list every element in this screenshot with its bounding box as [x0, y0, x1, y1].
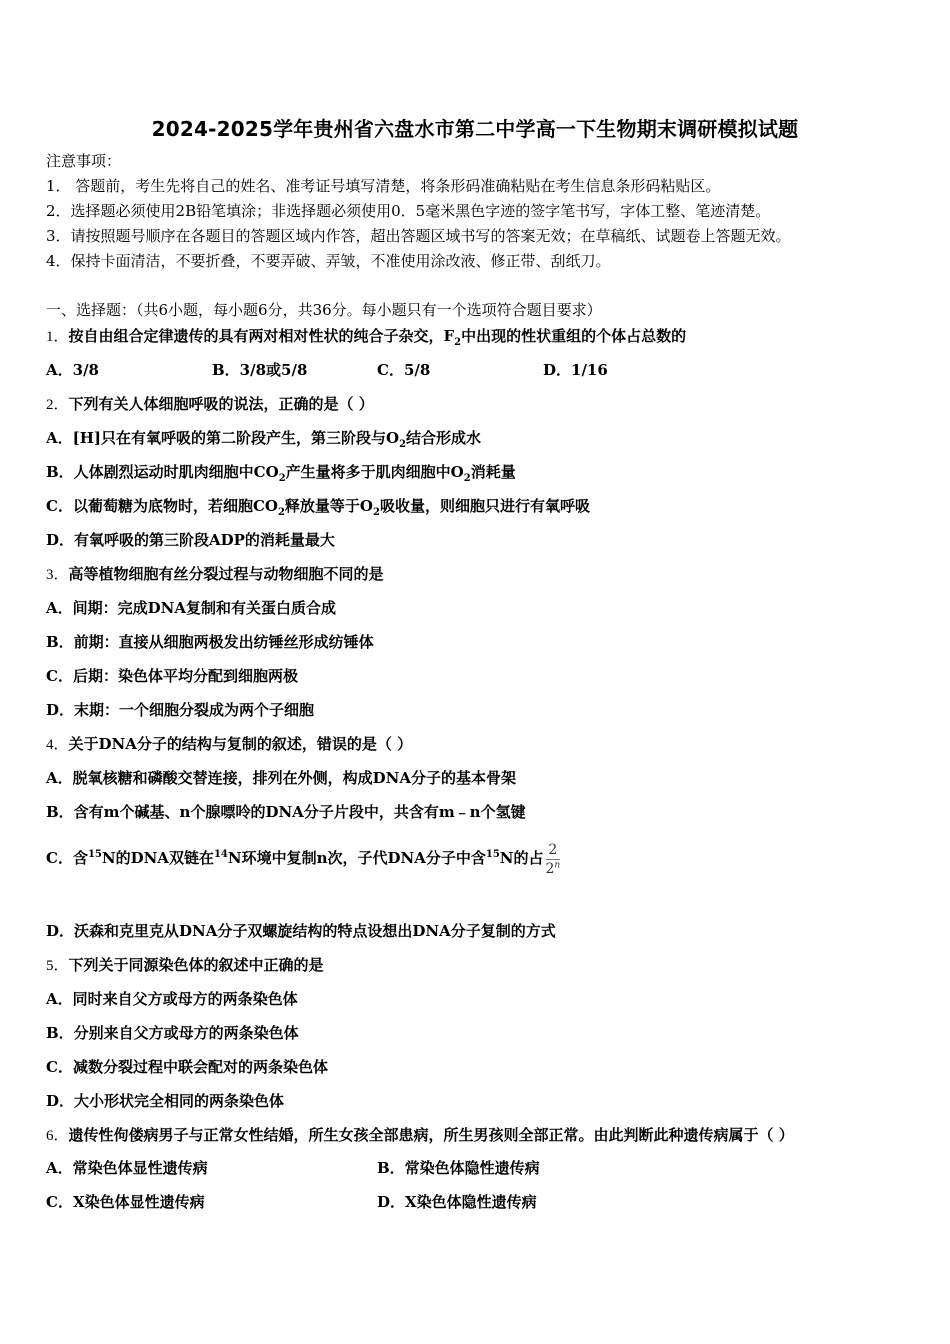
notice-heading: 注意事项： — [46, 152, 122, 170]
question-5-option-b: B．分别来自父方或母方的两条染色体 — [46, 1024, 299, 1042]
question-5-stem: 5．下列关于同源染色体的叙述中正确的是 — [46, 956, 324, 974]
question-1-option-b: B．3/8或5/8 — [212, 361, 308, 379]
question-2-stem: 2．下列有关人体细胞呼吸的说法，正确的是（ ） — [46, 395, 374, 413]
question-3-option-b: B．前期：直接从细胞两极发出纺锤丝形成纺锤体 — [46, 633, 374, 651]
question-6-option-d: D．X染色体隐性遗传病 — [377, 1193, 537, 1211]
notice-item-4: 4．保持卡面清洁，不要折叠，不要弄破、弄皱，不准使用涂改液、修正带、刮纸刀。 — [46, 252, 611, 270]
question-5-option-a: A．同时来自父方或母方的两条染色体 — [46, 990, 298, 1008]
page-title: 2024-2025学年贵州省六盘水市第二中学高一下生物期末调研模拟试题 — [151, 117, 799, 141]
question-6-option-c: C．X染色体显性遗传病 — [46, 1193, 205, 1211]
question-3-option-c: C．后期：染色体平均分配到细胞两极 — [46, 667, 298, 685]
question-6-option-b: B．常染色体隐性遗传病 — [377, 1159, 540, 1177]
notice-item-2: 2．选择题必须使用2B铅笔填涂；非选择题必须使用0．5毫米黑色字迹的签字笔书写，字体工整、笔迹清楚。 — [46, 202, 771, 220]
question-3-option-d: D．末期：一个细胞分裂成为两个子细胞 — [46, 701, 315, 719]
question-4-option-a: A．脱氧核糖和磷酸交替连接，排列在外侧，构成DNA分子的基本骨架 — [46, 769, 516, 787]
question-1-option-a: A．3/8 — [46, 361, 99, 379]
question-3-option-a: A．间期：完成DNA复制和有关蛋白质合成 — [46, 599, 336, 617]
question-2-option-b: B．人体剧烈运动时肌肉细胞中$CO_2$产生量将多于肌肉细胞中$O_2$消耗量 — [46, 463, 516, 484]
section-heading: 一、选择题：（共6小题，每小题6分，共36分。每小题只有一个选项符合题目要求） — [46, 301, 602, 319]
question-1-option-c: C．5/8 — [377, 361, 431, 379]
question-6-stem: 6．遗传性佝偻病男子与正常女性结婚，所生女孩全部患病，所生男孩则全部正常。由此判断此种遗传病属于（ ） — [46, 1126, 794, 1144]
question-4-stem: 4．关于DNA分子的结构与复制的叙述，错误的是（ ） — [46, 735, 413, 753]
notice-item-1: 1． 答题前，考生先将自己的姓名、准考证号填写清楚，将条形码准确粘贴在考生信息条形码粘贴区。 — [46, 177, 721, 195]
question-5-option-c: C．减数分裂过程中联会配对的两条染色体 — [46, 1058, 328, 1076]
notice-item-3: 3．请按照题号顺序在各题目的答题区域内作答，超出答题区域书写的答案无效；在草稿纸、试题卷上答题无效。 — [46, 227, 791, 245]
question-6-option-a: A．常染色体显性遗传病 — [46, 1159, 208, 1177]
question-number: 1． — [46, 329, 69, 345]
question-5-option-d: D．大小形状完全相同的两条染色体 — [46, 1092, 285, 1110]
question-number: 6． — [46, 1128, 69, 1144]
question-2-option-d: D．有氧呼吸的第三阶段ADP的消耗量最大 — [46, 531, 335, 549]
question-2-option-c: C．以葡萄糖为底物时，若细胞$CO_2$释放量等于$O_2$吸收量，则细胞只进行有氧呼吸 — [46, 497, 590, 518]
question-1-option-d: D．1/16 — [543, 361, 608, 379]
question-4-option-b: B．含有m个碱基、n个腺嘌呤的DNA分子片段中，共含有m﹣n个氢键 — [46, 803, 526, 821]
question-number: 3． — [46, 567, 69, 583]
question-4-option-d: D．沃森和克里克从DNA分子双螺旋结构的特点设想出DNA分子复制的方式 — [46, 922, 556, 940]
question-4-option-c: C．含$^{15}$N的DNA双链在$^{14}$N环境中复制n次，子代DNA分子中含$^{15}$N的占 $\frac{2}{2^n}$ — [46, 841, 561, 877]
question-number: 4． — [46, 737, 69, 753]
question-2-option-a: A．[H]只在有氧呼吸的第二阶段产生，第三阶段与$O_2$结合形成水 — [46, 429, 482, 450]
fraction-2-over-2n: $\frac{2}{2^n}$ — [545, 841, 561, 877]
question-number: 2． — [46, 397, 69, 413]
question-3-stem: 3．高等植物细胞有丝分裂过程与动物细胞不同的是 — [46, 565, 384, 583]
question-number: 5． — [46, 958, 69, 974]
question-1-stem: 1．按自由组合定律遗传的具有两对相对性状的纯合子杂交，$F_2$中出现的性状重组的个体占总数的 — [46, 327, 687, 348]
